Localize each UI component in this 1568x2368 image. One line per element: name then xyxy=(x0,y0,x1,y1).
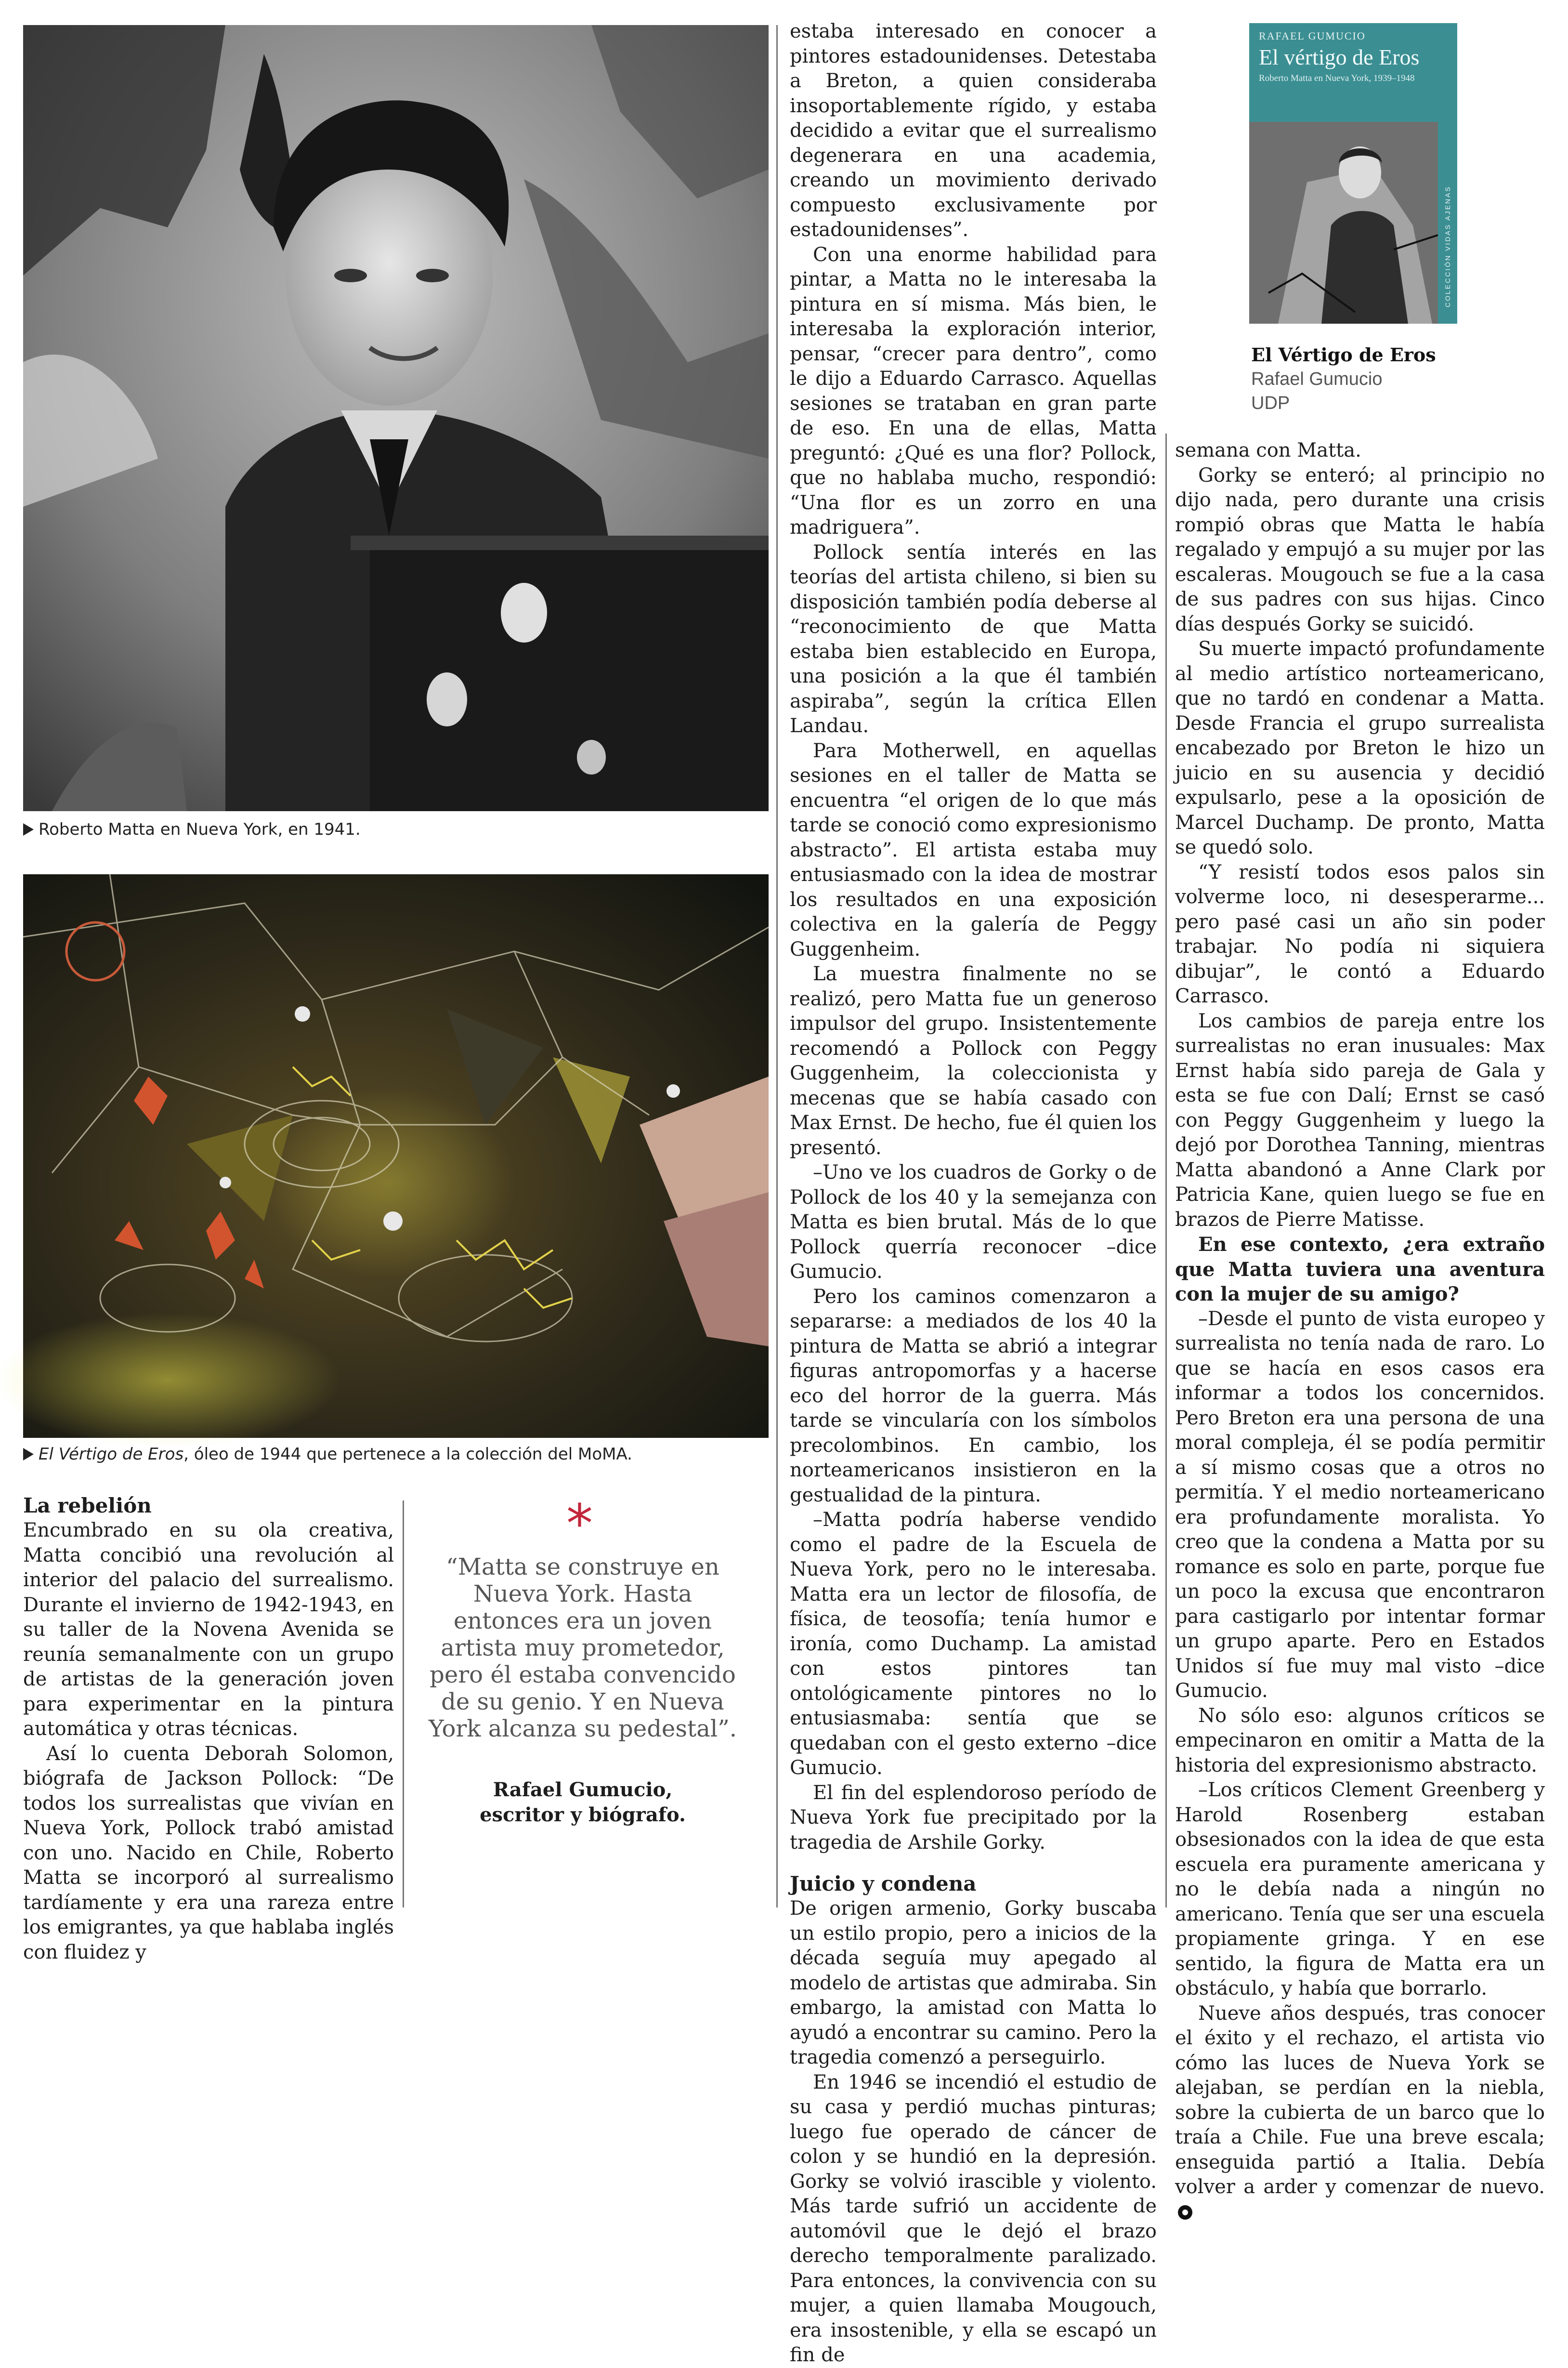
book-cover xyxy=(1249,23,1457,324)
painting-image xyxy=(23,874,769,1438)
column-rule xyxy=(1165,434,1167,1908)
asterisk-icon: * xyxy=(566,1493,593,1554)
paragraph: Pollock sentía interés en las teorías del artista chileno, si bien su disposición también podía deberse al “reconocimiento de que Matta estaba bien establecido en Europa, una posición a la que él también aspiraba”, según la crítica Ellen Landau. xyxy=(790,541,1157,737)
book-info xyxy=(1251,343,1540,415)
photo1-caption-text: Roberto Matta en Nueva York, en 1941. xyxy=(39,820,361,839)
photo-roberto-matta-image xyxy=(23,25,769,811)
column-3 xyxy=(790,19,1157,2368)
paragraph: Los cambios de pareja entre los surrealistas no eran inusuales: Max Ernst había sido pareja de Gala y esta se fue con Dalí; Ernst se casó con Peggy Guggenheim y luego la dejó por Dorothea Tanning, mientras Matta abandonó a Anne Clark por Patricia Kane, quien luego se fue en brazos de Pierre Matisse. xyxy=(1175,1010,1545,1231)
photo2-caption-title: El Vértigo de Eros xyxy=(39,1445,184,1464)
interview-question: En ese contexto, ¿era extraño que Matta tuviera una aventura con la mujer de su amigo? xyxy=(1175,1233,1545,1305)
column-rule xyxy=(403,1500,404,1908)
book-cover-title: El vértigo de Eros xyxy=(1259,45,1420,69)
paragraph: Con una enorme habilidad para pintar, a Matta no le interesaba la pintura en sí misma. Más bien, le interesaba la exploración interior, pensar, “crecer para dentro”, como le dijo a Eduardo Carrasco. Aquellas sesiones se trataban en gran parte de eso. En una de ellas, Matta preguntó: ¿Qué es una flor? Pollock, que no hablaba mucho, respondió: “Una flor es un zorro en una madriguera”. xyxy=(790,243,1157,539)
photo-roberto-matta xyxy=(23,25,769,811)
end-mark-icon xyxy=(1178,2205,1192,2220)
paragraph: La muestra finalmente no se realizó, pero Matta fue un generoso impulsor del grupo. Insistentemente recomendó a Pollock con Peggy Guggenheim, la coleccionista y mecenas que se había casado con Max Ernst. De hecho, fue él quien los presentó. xyxy=(790,963,1157,1159)
paragraph: De origen armenio, Gorky buscaba un estilo propio, pero a inicios de la década seguía muy apegado al modelo de artistas que admiraba. Sin embargo, la amistad con Matta lo ayudó a encontrar su camino. Pero la tragedia comenzó a perseguirlo. xyxy=(790,1897,1157,2068)
pull-quote-signature xyxy=(429,1777,737,1828)
section-heading-rebelion: La rebelión xyxy=(23,1494,152,1517)
paragraph: Su muerte impactó profundamente al medio artístico norteamericano, que no tardó en condenar a Matta. Desde Francia el grupo surrealista encabezado por Breton le hizo un juicio en su ausencia y decidió expulsarlo, pese a la oposición de Marcel Duchamp. De pronto, Matta se quedó solo. xyxy=(1175,638,1545,858)
photo2-caption-text: , óleo de 1944 que pertenece a la colección del MoMA. xyxy=(183,1445,632,1464)
section-heading-juicio: Juicio y condena xyxy=(790,1872,977,1895)
book-title: El Vértigo de Eros xyxy=(1251,344,1436,366)
final-paragraph-text: Nueve años después, tras conocer el éxito y el rechazo, el artista vio cómo las luces de Nueva York se alejaban, se perdían en la niebla, sobre la cubierta de un barco que lo traía a Chile. Fue una breve escala; enseguida partió a Italia. Debía volver a arder y comenzar de nuevo. xyxy=(1175,2002,1545,2198)
paragraph: –Desde el punto de vista europeo y surrealista no tenía nada de raro. Lo que se hacía en esos casos era informar a todos los concernidos. Pero Breton era una persona de una moral compleja, él se podía permitir a sí mismo cosas que a otros no permitía. Y el medio norteamericano era profundamente moralista. Yo creo que la condena a Matta por su romance es solo en parte, porque fue un poco la excusa que encontraron para castigarlo por intentar formar un grupo aparte. Pero en Estados Unidos sí fue muy mal visto –dice Gumucio. xyxy=(1175,1307,1545,1702)
paragraph: estaba interesado en conocer a pintores estadounidenses. Detestaba a Breton, a quien consideraba insoportablemente rígido, y estaba decidido a evitar que el surrealismo degenerara en una academia, creando un movimiento derivado compuesto exclusivamente por estadounidenses”. xyxy=(790,20,1157,241)
paragraph: “Y resistí todos esos palos sin volverme loco, ni desesperarme... pero pasé casi un año sin poder trabajar. No podía ni siquiera dibujar”, le contó a Eduardo Carrasco. xyxy=(1175,861,1545,1007)
paragraph: Gorky se enteró; al principio no dijo nada, pero durante una crisis rompió obras que Matta le había regalado y empujó a su mujer por las escaleras. Mougouch se fue a la casa de sus padres con sus hijas. Cinco días después Gorky se suicidó. xyxy=(1175,464,1545,635)
paragraph: –Matta podría haberse vendido como el padre de la Escuela de Nueva York, pero no le interesaba. Matta era un lector de filosofía, de física, de teosofía; tenía humor e ironía, como Duchamp. La amistad con estos pintores tan ontológicamente pintores no lo entusiasmaba: sentía que se quedaban con el gesto externo –dice Gumucio. xyxy=(790,1509,1157,1779)
column-1 xyxy=(23,1493,394,1965)
paragraph: No sólo eso: algunos críticos se empecinaron en omitir a Matta de la historia del expresionismo abstracto. xyxy=(1175,1704,1545,1776)
book-cover-author: RAFAEL GUMUCIO xyxy=(1259,30,1366,42)
book-cover-subtitle: Roberto Matta en Nueva York, 1939–1948 xyxy=(1259,73,1415,83)
paragraph: semana con Matta. xyxy=(1175,439,1361,461)
book-publisher: UDP xyxy=(1251,393,1290,413)
paragraph: Así lo cuenta Deborah Solomon, biógrafa de Jackson Pollock: “De todos los surrealistas que vivían en Nueva York, Pollock trabó amistad con uno. Nacido en Chile, Roberto Matta se incorporó al surrealismo tardíamente y era una rareza entre los emigrantes, ya que hablaba inglés con fluidez y xyxy=(23,1742,394,1963)
pull-quote-author: Rafael Gumucio, xyxy=(493,1778,673,1801)
pull-quote-role: escritor y biógrafo. xyxy=(480,1803,686,1826)
caption-arrow-icon xyxy=(23,1448,34,1460)
book-author: Rafael Gumucio xyxy=(1251,369,1383,389)
paragraph: Para Motherwell, en aquellas sesiones en el taller de Matta se encuentra “el origen de lo que más tarde se conoció como expresionismo abstracto”. El artista estaba muy entusiasmado con la idea de mostrar los resultados en una exposición colectiva en la galería de Peggy Guggenheim. xyxy=(790,739,1157,960)
book-cover-spine: COLECCIÓN VIDAS AJENAS xyxy=(1444,185,1451,307)
paragraph: El fin del esplendoroso período de Nueva York fue precipitado por la tragedia de Arshile Gorky. xyxy=(790,1781,1157,1854)
paragraph: –Los críticos Clement Greenberg y Harold Rosenberg estaban obsesionados con la idea de que esta escuela era puramente americana y no le debía nada a ningún no americano. Tenía que ser una escuela propiamente gringa. Y en ese sentido, la figura de Matta era un obstáculo, y había que borrarlo. xyxy=(1175,1779,1545,2000)
photo1-caption xyxy=(23,819,769,840)
column-rule xyxy=(776,25,778,1908)
paragraph: –Uno ve los cuadros de Gorky o de Pollock de los 40 y la semejanza con Matta es bien brutal. Más de lo que Pollock querría reconocer –dice Gumucio. xyxy=(790,1161,1157,1283)
pull-quote: “Matta se construye en Nueva York. Hasta entonces era un joven artista muy prometedor, pero él estaba convencido de su genio. Y en Nueva York alcanza su pedestal”. xyxy=(429,1553,737,1742)
photo2-caption xyxy=(23,1444,769,1465)
paragraph: En 1946 se incendió el estudio de su casa y perdió muchas pinturas; luego fue operado de cáncer de colon y se hundió en la depresión. Gorky se volvió irascible y violento. Más tarde sufrió un accidente de automóvil que le dejó el brazo derecho temporalmente paralizado. Para entonces, la convivencia con su mujer, a quien llamaba Mougouch, era insostenible, y ella se escapó un fin de xyxy=(790,2071,1157,2366)
paragraph: Encumbrado en su ola creativa, Matta concibió una revolución al interior del palacio del surrealismo. Durante el invierno de 1942-1943, en su taller de la Novena Avenida se reunía semanalmente con un grupo de artistas de la generación joven para experimentar en la pintura automática y otras técnicas. xyxy=(23,1519,394,1740)
paragraph: Pero los caminos comenzaron a separarse: a mediados de los 40 la pintura de Matta se abrió a integrar figuras antropomorfas y a hacerse eco del horror de la guerra. Más tarde se vincularía con los símbolos precolombinos. En cambio, los norteamericanos insistieron en la gestualidad de la pintura. xyxy=(790,1285,1157,1506)
column-4 xyxy=(1175,438,1545,2224)
caption-arrow-icon xyxy=(23,823,34,836)
painting-vertigo-de-eros xyxy=(23,874,769,1438)
paragraph xyxy=(1175,2001,1545,2225)
